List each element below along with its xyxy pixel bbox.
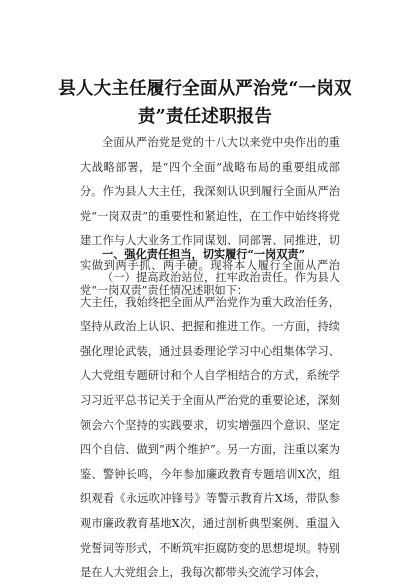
intro-paragraph: 全面从严治党是党的十八大以来党中央作出的重大战略部署，是“四个全面”战略布局的重要组成部分。作为县人大主任，我深刻认识到履行全面从严治党“一岗双责”的重要性和紧迫性，在工作中始终将党建工作与人大业务工作同谋划、同部署、同推进，切实做到两手抓、两手硬。现将本人履行全面从严治党“一岗双责”责任情况述职如下： [80, 136, 340, 297]
section-heading: 一、强化责任担当，切实履行“一岗双责” [102, 247, 306, 261]
document-title: 县人大主任履行全面从严治党“一岗双责”责任述职报告 [58, 79, 352, 127]
section-paragraph: （一）提高政治站位，扛牢政治责任。作为县人大主任，我始终把全面从严治党作为重大政治任务，坚持从政治上认识、把握和推进工作。一方面，持续强化理论武装，通过县委理论学习中心组集体学习、人大党组专题研讨和个人自学相结合的方式，系统学习习近平总书记关于全面从严治党的重要论述，深刻领会六个坚持的实践要求，切实增强四个意识、坚定四个自信、做到“两个维护”。另一方面，注重以案为鉴、警钟长鸣，今年参加廉政教育专题培训X次，组织观看《永远吹冲锋号》等警示教育片X场，带队参观市廉政教育基地X次，通过剖析典型案例、重温入党誓词等形式，不断筑牢拒腐防变的思想堤坝。特别是在人大党组会上，我每次都带头交流学习体会， [80, 271, 340, 580]
